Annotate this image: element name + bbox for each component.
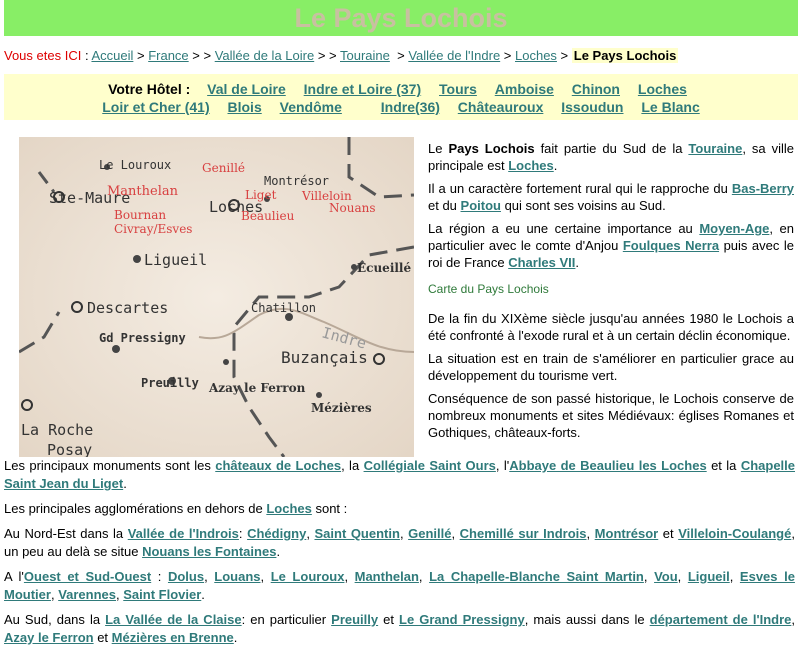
page-title: Le Pays Lochois bbox=[294, 3, 508, 33]
breadcrumb-france[interactable]: France bbox=[148, 48, 189, 63]
link-preuilly[interactable]: Preuilly bbox=[331, 612, 379, 627]
link-genille[interactable]: Genillé bbox=[408, 526, 452, 541]
link-montresor[interactable]: Montrésor bbox=[594, 526, 659, 541]
link-ligueil[interactable]: Ligueil bbox=[687, 569, 730, 584]
hotel-link-blois[interactable]: Blois bbox=[227, 99, 262, 115]
map-graphic bbox=[19, 137, 414, 457]
link-grand-pressigny[interactable]: Le Grand Pressigny bbox=[399, 612, 525, 627]
link-loches-2[interactable]: Loches bbox=[266, 501, 312, 516]
map-label-azay: Azay le Ferron bbox=[209, 381, 306, 395]
map-label-indre: Indre bbox=[319, 323, 369, 353]
link-moyen-age[interactable]: Moyen-Age bbox=[699, 221, 770, 236]
link-charles-vii[interactable]: Charles VII bbox=[508, 255, 576, 270]
breadcrumb-accueil[interactable]: Accueil bbox=[91, 48, 134, 63]
hotel-label: Votre Hôtel : bbox=[108, 81, 191, 97]
link-saint-flovier[interactable]: Saint Flovier bbox=[123, 587, 202, 602]
link-nouans[interactable]: Nouans les Fontaines bbox=[142, 544, 277, 559]
map-label-chatillon: Chatillon bbox=[251, 301, 317, 315]
hotel-link-loches[interactable]: Loches bbox=[637, 81, 687, 97]
south-paragraph: Au Sud, dans la La Vallée de la Claise: en particulier Preuilly et Le Grand Pressigny, mais aussi dans le département de l'Indre, Azay le Ferron et Mézières en Brenne. bbox=[4, 612, 795, 645]
hotel-link-vendome[interactable]: Vendôme bbox=[279, 99, 342, 115]
north-east-paragraph: Au Nord-Est dans la Vallée de l'Indrois: Chédigny, Saint Quentin, Genillé, Chemillé sur Indrois, Montrésor et Villeloin-Coulangé, un peu au delà se situe Nouans les Fontaines. bbox=[4, 526, 795, 559]
link-chedigny[interactable]: Chédigny bbox=[247, 526, 307, 541]
hotel-link-amboise[interactable]: Amboise bbox=[494, 81, 554, 97]
intro-paragraph-2: Il a un caractère fortement rural qui le rapproche du Bas-Berry et du Poitou qui sont ses voisins au Sud. bbox=[428, 181, 794, 213]
link-chapelle-blanche[interactable]: La Chapelle-Blanche Saint Martin bbox=[429, 569, 644, 584]
hotel-link-chateauroux[interactable]: Châteauroux bbox=[457, 99, 544, 115]
breadcrumb-loches[interactable]: Loches bbox=[515, 48, 557, 63]
map-label-montresor: Montrésor bbox=[264, 174, 330, 188]
link-chapelle-liget[interactable]: Chapelle Saint Jean du Liget bbox=[4, 458, 795, 491]
map-label-genille: Genillé bbox=[202, 161, 246, 175]
hotel-link-loir-et-cher[interactable]: Loir et Cher (41) bbox=[102, 99, 210, 115]
link-abbaye-beaulieu[interactable]: Abbaye de Beaulieu les Loches bbox=[509, 458, 707, 473]
link-poitou[interactable]: Poitou bbox=[460, 198, 501, 213]
map-label-loches: Loches bbox=[209, 198, 264, 216]
hotel-row-2 bbox=[4, 98, 798, 116]
intro-paragraph-4: De la fin du XIXème siècle jusqu'au années 1980 le Lochois a été confronté à l'exode rural et à un certain déclin économique. bbox=[428, 311, 794, 343]
breadcrumb: Vous etes ICI : Accueil > France > > Vallée de la Loire > > Touraine > Vallée de l'Indre > Loches > Le Pays Lochois bbox=[4, 48, 677, 63]
hotel-link-le-blanc[interactable]: Le Blanc bbox=[641, 99, 700, 115]
link-vou[interactable]: Vou bbox=[654, 569, 678, 584]
link-chateaux-de-loches[interactable]: châteaux de Loches bbox=[215, 458, 342, 473]
map-label-bournan: Bournan bbox=[114, 208, 167, 222]
west-paragraph: A l'Ouest et Sud-Ouest : Dolus, Louans, Le Louroux, Manthelan, La Chapelle-Blanche Saint Martin, Vou, Ligueil, Esves le Moutier, Varennes, Saint Flovier. bbox=[4, 569, 795, 602]
link-departement-indre[interactable]: département de l'Indre bbox=[649, 612, 792, 627]
map-label-liget: Liget bbox=[245, 188, 277, 202]
map-label-posay: Posay bbox=[47, 441, 93, 457]
pays-lochois-bold: Pays Lochois bbox=[448, 141, 535, 156]
hotel-link-chinon[interactable]: Chinon bbox=[571, 81, 620, 97]
hotel-link-indre[interactable]: Indre(36) bbox=[380, 99, 440, 115]
link-collegiale-saint-ours[interactable]: Collégiale Saint Ours bbox=[363, 458, 496, 473]
link-louans[interactable]: Louans bbox=[214, 569, 261, 584]
towns-section bbox=[4, 457, 795, 654]
link-vallee-indrois[interactable]: Vallée de l'Indrois bbox=[127, 526, 239, 541]
intro-paragraph-1: Le Pays Lochois fait partie du Sud de la Touraine, sa ville principale est Loches. bbox=[428, 141, 795, 173]
link-foulques-nerra[interactable]: Foulques Nerra bbox=[622, 238, 720, 253]
hotel-link-issoudun[interactable]: Issoudun bbox=[561, 99, 624, 115]
agglomerations-paragraph: Les principales agglomérations en dehors de Loches sont : bbox=[4, 501, 348, 516]
map-label-ecueille: Ecueillé bbox=[357, 261, 412, 275]
monuments-paragraph: Les principaux monuments sont les châteaux de Loches, la Collégiale Saint Ours, l'Abbaye de Beaulieu les Loches et la Chapelle Saint Jean du Liget. bbox=[4, 458, 795, 491]
link-dolus[interactable]: Dolus bbox=[167, 569, 205, 584]
hotel-link-indre-et-loire[interactable]: Indre et Loire (37) bbox=[303, 81, 422, 97]
map-label-mezieres: Mézières bbox=[311, 401, 372, 415]
hotel-link-tours[interactable]: Tours bbox=[439, 81, 477, 97]
link-vallee-claise[interactable]: La Vallée de la Claise bbox=[105, 612, 242, 627]
link-manthelan[interactable]: Manthelan bbox=[354, 569, 419, 584]
breadcrumb-vallee-loire[interactable]: Vallée de la Loire bbox=[214, 48, 315, 63]
map-label-ligueil: Ligueil bbox=[144, 251, 208, 269]
link-ouest-sud-ouest[interactable]: Ouest et Sud-Ouest bbox=[23, 569, 152, 584]
map-label-preuilly: Preuilly bbox=[141, 376, 199, 390]
map-label-ste-maure: Ste-Maure bbox=[49, 189, 131, 207]
page-banner bbox=[4, 0, 798, 36]
link-azay-le-ferron[interactable]: Azay le Ferron bbox=[4, 630, 94, 645]
link-touraine[interactable]: Touraine bbox=[688, 141, 743, 156]
intro-text bbox=[428, 140, 794, 447]
map-label-buzancais: Buzançais bbox=[281, 348, 368, 367]
map-label-descartes: Descartes bbox=[87, 299, 169, 317]
map-label-la-roche: La Roche bbox=[21, 421, 94, 439]
map-label-gd-pressigny: Gd Pressigny bbox=[99, 331, 186, 345]
map-label-le-louroux: Le Louroux bbox=[99, 158, 172, 172]
link-saint-quentin[interactable]: Saint Quentin bbox=[314, 526, 400, 541]
map-label-civray: Civray/Esves bbox=[114, 222, 193, 236]
link-loches[interactable]: Loches bbox=[508, 158, 554, 173]
breadcrumb-here-label: Vous etes ICI bbox=[4, 48, 82, 63]
hotel-link-val-de-loire[interactable]: Val de Loire bbox=[207, 81, 286, 97]
breadcrumb-vallee-indre[interactable]: Vallée de l'Indre bbox=[408, 48, 501, 63]
intro-paragraph-6: Conséquence de son passé historique, le Lochois conserve de nombreux monuments et sites Médiévaux: églises Romanes et Gothiques, châteaux-forts. bbox=[428, 391, 794, 440]
map-caption: Carte du Pays Lochois bbox=[428, 282, 549, 296]
hotel-row-1 bbox=[4, 80, 798, 98]
link-chemille[interactable]: Chemillé sur Indrois bbox=[459, 526, 587, 541]
hotel-links-box bbox=[4, 74, 798, 120]
link-villeloin[interactable]: Villeloin-Coulangé bbox=[678, 526, 792, 541]
link-le-louroux[interactable]: Le Louroux bbox=[270, 569, 345, 584]
link-esves[interactable]: Esves le Moutier bbox=[4, 569, 795, 602]
intro-paragraph-3: La région a eu une certaine importance au Moyen-Age, en particulier avec le comte d'Anjou Foulques Nerra puis avec le roi de France Charles VII. bbox=[428, 221, 795, 270]
pays-lochois-map bbox=[19, 137, 414, 457]
link-mezieres[interactable]: Mézières en Brenne bbox=[111, 630, 234, 645]
map-label-villeloin: Villeloin bbox=[302, 189, 352, 203]
link-varennes[interactable]: Varennes bbox=[58, 587, 117, 602]
breadcrumb-current: Le Pays Lochois bbox=[573, 48, 677, 63]
link-bas-berry[interactable]: Bas-Berry bbox=[731, 181, 794, 196]
main-section bbox=[0, 132, 800, 462]
map-label-manthelan: Manthelan bbox=[107, 184, 179, 199]
map-label-beaulieu: Beaulieu bbox=[241, 209, 295, 223]
breadcrumb-touraine[interactable]: Touraine bbox=[340, 48, 390, 63]
map-label-nouans: Nouans bbox=[329, 201, 376, 215]
intro-paragraph-5: La situation est en train de s'améliorer en particulier grace au développement du tourisme vert. bbox=[428, 351, 794, 383]
